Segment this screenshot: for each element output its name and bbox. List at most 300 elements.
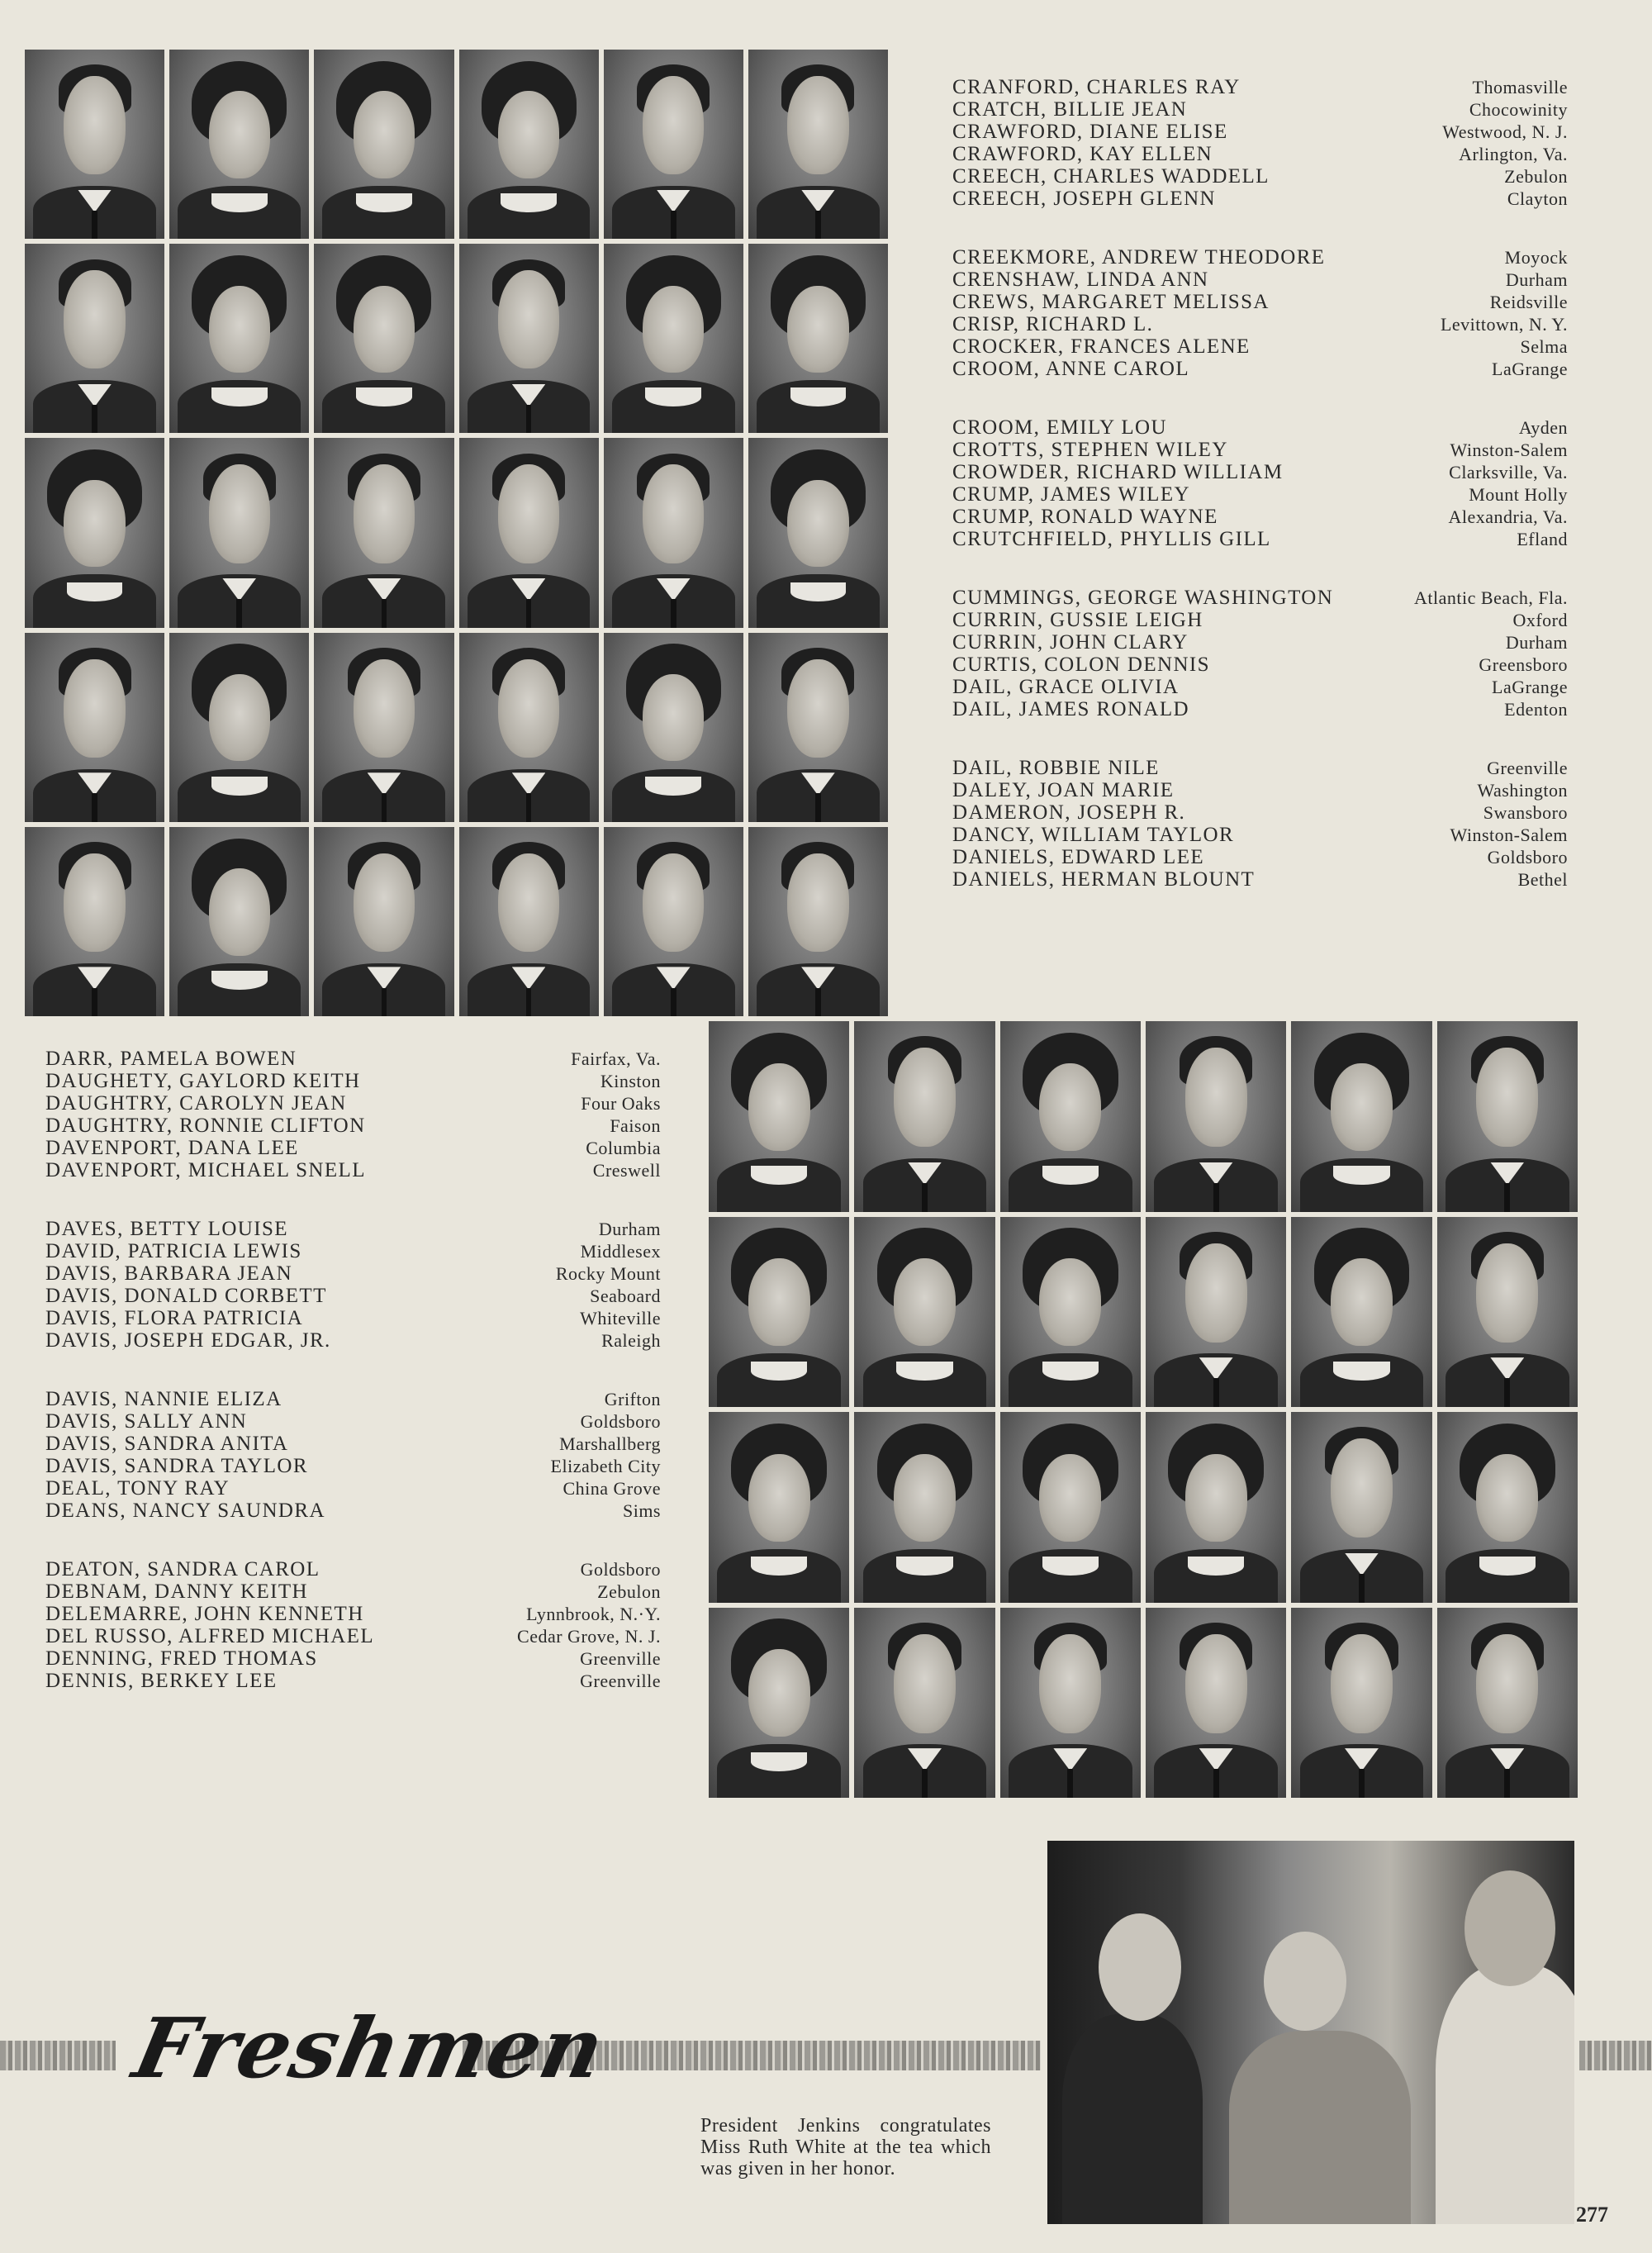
student-name: DEBNAM, DANNY KEITH <box>45 1580 309 1603</box>
portrait-tie <box>382 793 387 821</box>
student-portrait <box>459 633 599 822</box>
hometown: Kinston <box>600 1071 661 1091</box>
student-name: DARR, PAMELA BOWEN <box>45 1048 297 1070</box>
portrait-head <box>209 868 270 955</box>
portrait-tie <box>815 988 821 1016</box>
student-portrait <box>314 827 453 1016</box>
hometown: Middlesex <box>580 1241 661 1262</box>
portrait-head <box>64 480 125 567</box>
roster-entry <box>45 1285 661 1307</box>
portrait-head <box>1476 1634 1538 1733</box>
roster-entry <box>45 1262 661 1285</box>
student-name: CURRIN, JOHN CLARY <box>952 631 1189 654</box>
portrait-head <box>209 674 270 761</box>
portrait-head <box>748 1063 810 1151</box>
roster-group <box>952 416 1568 550</box>
student-portrait <box>854 1021 995 1212</box>
student-portrait <box>459 244 599 433</box>
roster-entry <box>45 1092 661 1115</box>
roster-entry <box>952 246 1568 269</box>
student-name: CROTTS, STEPHEN WILEY <box>952 439 1228 461</box>
student-portrait <box>604 438 743 627</box>
student-name: DAVIS, JOSEPH EDGAR, JR. <box>45 1329 331 1352</box>
student-portrait <box>25 438 164 627</box>
student-name: DANIELS, EDWARD LEE <box>952 846 1205 868</box>
student-portrait <box>1000 1608 1141 1799</box>
student-portrait <box>748 827 888 1016</box>
roster-entry <box>45 1070 661 1092</box>
student-name: CRAWFORD, KAY ELLEN <box>952 143 1213 165</box>
roster-top <box>952 76 1568 927</box>
roster-entry <box>952 121 1568 143</box>
portrait-head <box>354 464 415 563</box>
roster-entry <box>45 1159 661 1181</box>
portrait-collar <box>211 971 268 990</box>
portrait-collar <box>896 1362 952 1381</box>
portrait-head <box>498 853 559 952</box>
hometown: Atlantic Beach, Fla. <box>1414 587 1568 608</box>
student-name: DEATON, SANDRA CAROL <box>45 1558 320 1580</box>
roster-entry <box>45 1329 661 1352</box>
roster-entry <box>45 1137 661 1159</box>
student-name: DAIL, ROBBIE NILE <box>952 757 1160 779</box>
student-name: CURRIN, GUSSIE LEIGH <box>952 609 1203 631</box>
student-name: DAMERON, JOSEPH R. <box>952 801 1186 824</box>
portrait-tie <box>92 211 97 239</box>
portrait-grid-bottom <box>709 1021 1578 1798</box>
student-portrait <box>1000 1217 1141 1408</box>
roster-entry <box>45 1307 661 1329</box>
roster-group <box>952 757 1568 891</box>
portrait-head <box>643 674 704 761</box>
portrait-head <box>1185 1454 1247 1542</box>
hometown: Greenville <box>580 1671 661 1691</box>
portrait-collar <box>1333 1362 1389 1381</box>
photo-caption: President Jenkins congratulates Miss Ruth White at the tea which was given in her honor. <box>700 2115 991 2179</box>
student-portrait <box>854 1217 995 1408</box>
student-portrait <box>1291 1412 1431 1603</box>
portrait-head <box>894 1258 956 1346</box>
portrait-head <box>1476 1048 1538 1147</box>
portrait-head <box>1476 1243 1538 1343</box>
student-portrait <box>314 50 453 239</box>
student-portrait <box>604 827 743 1016</box>
student-portrait <box>169 827 309 1016</box>
roster-entry <box>45 1670 661 1692</box>
student-name: DAVIS, SANDRA TAYLOR <box>45 1455 308 1477</box>
student-portrait <box>1000 1021 1141 1212</box>
roster-entry <box>952 654 1568 676</box>
hometown: Sims <box>622 1500 661 1521</box>
student-name: CREECH, JOSEPH GLENN <box>952 188 1216 210</box>
portrait-head <box>1039 1258 1101 1346</box>
roster-entry <box>45 1048 661 1070</box>
student-name: DAVIS, SALLY ANN <box>45 1410 248 1433</box>
roster-entry <box>952 98 1568 121</box>
hometown: Grifton <box>604 1389 661 1409</box>
student-name: CRENSHAW, LINDA ANN <box>952 269 1209 291</box>
hometown: Seaboard <box>590 1286 661 1306</box>
portrait-collar <box>211 193 268 212</box>
portrait-tie <box>92 405 97 433</box>
portrait-head <box>1476 1454 1538 1542</box>
roster-entry <box>45 1625 661 1647</box>
roster-entry <box>952 824 1568 846</box>
hometown: Levittown, N. Y. <box>1440 314 1568 335</box>
student-name: DAVENPORT, DANA LEE <box>45 1137 299 1159</box>
roster-entry <box>45 1580 661 1603</box>
portrait-head <box>354 853 415 952</box>
student-portrait <box>709 1217 849 1408</box>
hometown: Winston-Salem <box>1450 825 1568 845</box>
student-name: DAVIS, NANNIE ELIZA <box>45 1388 282 1410</box>
student-name: DEANS, NANCY SAUNDRA <box>45 1500 325 1522</box>
roster-entry <box>952 461 1568 483</box>
hometown: Faison <box>610 1115 661 1136</box>
student-portrait <box>709 1021 849 1212</box>
portrait-head <box>64 659 125 758</box>
roster-group <box>952 587 1568 720</box>
student-name: CROOM, ANNE CAROL <box>952 358 1190 380</box>
portrait-tie <box>1213 1378 1219 1407</box>
hometown: Goldsboro <box>580 1411 661 1432</box>
roster-group <box>45 1558 661 1692</box>
student-name: DELEMARRE, JOHN KENNETH <box>45 1603 364 1625</box>
student-name: DEAL, TONY RAY <box>45 1477 230 1500</box>
hometown: Cedar Grove, N. J. <box>517 1626 661 1647</box>
roster-entry <box>45 1388 661 1410</box>
portrait-tie <box>526 405 532 433</box>
hometown: Whiteville <box>580 1308 661 1329</box>
portrait-grid-top <box>25 50 888 1016</box>
roster-entry <box>45 1647 661 1670</box>
hometown: Goldsboro <box>1487 847 1568 867</box>
student-name: DENNIS, BERKEY LEE <box>45 1670 278 1692</box>
portrait-head <box>354 91 415 178</box>
roster-entry <box>952 528 1568 550</box>
student-portrait <box>459 827 599 1016</box>
roster-entry <box>952 76 1568 98</box>
portrait-tie <box>1359 1574 1365 1603</box>
hometown: Westwood, N. J. <box>1442 121 1568 142</box>
student-portrait <box>169 244 309 433</box>
portrait-head <box>1331 1063 1393 1151</box>
event-photo-figure-left <box>1062 2014 1203 2224</box>
student-name: DAIL, JAMES RONALD <box>952 698 1190 720</box>
portrait-collar <box>751 1752 807 1771</box>
hometown: Greenville <box>580 1648 661 1669</box>
banner-stripe-left <box>0 2041 116 2070</box>
student-portrait <box>1291 1021 1431 1212</box>
roster-entry <box>952 757 1568 779</box>
roster-entry <box>45 1603 661 1625</box>
hometown: Durham <box>1505 632 1568 653</box>
student-name: DAVID, PATRICIA LEWIS <box>45 1240 302 1262</box>
student-portrait <box>1437 1021 1578 1212</box>
student-name: DEL RUSSO, ALFRED MICHAEL <box>45 1625 374 1647</box>
portrait-head <box>1185 1243 1247 1343</box>
student-portrait <box>314 244 453 433</box>
event-photo <box>1047 1841 1574 2224</box>
hometown: Winston-Salem <box>1450 440 1568 460</box>
portrait-collar <box>645 777 701 796</box>
student-name: CRUMP, RONALD WAYNE <box>952 506 1218 528</box>
student-name: DAUGHTRY, RONNIE CLIFTON <box>45 1115 366 1137</box>
student-name: DAVIS, SANDRA ANITA <box>45 1433 289 1455</box>
student-name: CREWS, MARGARET MELISSA <box>952 291 1270 313</box>
student-portrait <box>25 244 164 433</box>
student-name: CRISP, RICHARD L. <box>952 313 1154 335</box>
portrait-tie <box>1504 1183 1510 1212</box>
event-photo-face-center <box>1264 1932 1346 2031</box>
hometown: Bethel <box>1517 869 1568 890</box>
student-name: DANIELS, HERMAN BLOUNT <box>952 868 1256 891</box>
student-portrait <box>604 50 743 239</box>
student-name: DAVES, BETTY LOUISE <box>45 1218 288 1240</box>
student-name: DAVENPORT, MICHAEL SNELL <box>45 1159 366 1181</box>
portrait-head <box>498 659 559 758</box>
roster-entry <box>952 483 1568 506</box>
hometown: China Grove <box>563 1478 661 1499</box>
roster-entry <box>952 313 1568 335</box>
roster-entry <box>952 779 1568 801</box>
hometown: Goldsboro <box>580 1559 661 1580</box>
portrait-tie <box>1213 1183 1219 1212</box>
hometown: Lynnbrook, N.·Y. <box>526 1604 661 1624</box>
hometown: Moyock <box>1504 247 1568 268</box>
hometown: Clarksville, Va. <box>1449 462 1568 482</box>
hometown: Selma <box>1520 336 1568 357</box>
hometown: Rocky Mount <box>555 1263 661 1284</box>
student-portrait <box>314 633 453 822</box>
hometown: Durham <box>598 1219 661 1239</box>
roster-entry <box>952 609 1568 631</box>
portrait-tie <box>922 1769 928 1798</box>
portrait-tie <box>671 211 676 239</box>
hometown: Clayton <box>1507 188 1568 209</box>
hometown: Four Oaks <box>581 1093 661 1114</box>
student-portrait <box>25 50 164 239</box>
portrait-head <box>787 480 848 567</box>
page-number: 277 <box>1576 2203 1608 2227</box>
portrait-tie <box>671 599 676 627</box>
student-portrait <box>314 438 453 627</box>
banner-stripe-edge <box>1579 2041 1652 2070</box>
roster-entry <box>45 1500 661 1522</box>
portrait-head <box>354 659 415 758</box>
hometown: Raleigh <box>601 1330 661 1351</box>
roster-group <box>45 1388 661 1522</box>
roster-entry <box>45 1433 661 1455</box>
portrait-tie <box>236 599 242 627</box>
student-portrait <box>25 633 164 822</box>
portrait-head <box>787 76 848 174</box>
roster-bottom <box>45 1048 661 1728</box>
student-portrait <box>459 50 599 239</box>
roster-entry <box>952 801 1568 824</box>
student-portrait <box>748 244 888 433</box>
roster-entry <box>952 631 1568 654</box>
portrait-tie <box>1067 1769 1073 1798</box>
roster-entry <box>952 506 1568 528</box>
roster-entry <box>952 291 1568 313</box>
hometown: Arlington, Va. <box>1459 144 1568 164</box>
student-portrait <box>1000 1412 1141 1603</box>
portrait-head <box>787 286 848 373</box>
portrait-head <box>1331 1634 1393 1733</box>
student-name: CROWDER, RICHARD WILLIAM <box>952 461 1284 483</box>
student-name: CUMMINGS, GEORGE WASHINGTON <box>952 587 1334 609</box>
student-name: CRANFORD, CHARLES RAY <box>952 76 1241 98</box>
student-name: CRUTCHFIELD, PHYLLIS GILL <box>952 528 1271 550</box>
event-photo-face-right <box>1464 1870 1555 1986</box>
portrait-tie <box>526 599 532 627</box>
portrait-head <box>64 853 125 952</box>
hometown: Creswell <box>592 1160 661 1181</box>
student-portrait <box>748 633 888 822</box>
hometown: Zebulon <box>1504 166 1568 187</box>
hometown: Chocowinity <box>1469 99 1568 120</box>
portrait-head <box>894 1634 956 1733</box>
portrait-head <box>1331 1438 1393 1538</box>
portrait-head <box>787 853 848 952</box>
hometown: Efland <box>1517 529 1568 549</box>
portrait-head <box>64 76 125 174</box>
portrait-head <box>498 91 559 178</box>
portrait-head <box>1039 1454 1101 1542</box>
roster-entry <box>952 439 1568 461</box>
portrait-head <box>498 464 559 563</box>
student-portrait <box>1146 1217 1286 1408</box>
hometown: Durham <box>1505 269 1568 290</box>
portrait-tie <box>382 988 387 1016</box>
hometown: Elizabeth City <box>550 1456 661 1476</box>
student-name: CROOM, EMILY LOU <box>952 416 1167 439</box>
roster-entry <box>952 846 1568 868</box>
portrait-tie <box>1359 1769 1365 1798</box>
hometown: Washington <box>1477 780 1568 801</box>
student-name: DAIL, GRACE OLIVIA <box>952 676 1180 698</box>
student-portrait <box>1437 1412 1578 1603</box>
roster-entry <box>45 1455 661 1477</box>
portrait-tie <box>92 988 97 1016</box>
portrait-head <box>748 1258 810 1346</box>
portrait-head <box>748 1454 810 1542</box>
student-portrait <box>1146 1608 1286 1799</box>
roster-entry <box>952 269 1568 291</box>
hometown: Zebulon <box>597 1581 661 1602</box>
hometown: Alexandria, Va. <box>1448 506 1568 527</box>
portrait-tie <box>1213 1769 1219 1798</box>
portrait-head <box>1331 1258 1393 1346</box>
portrait-tie <box>92 793 97 821</box>
student-portrait <box>169 50 309 239</box>
portrait-head <box>209 286 270 373</box>
portrait-collar <box>1042 1362 1099 1381</box>
portrait-collar <box>67 582 123 601</box>
student-portrait <box>748 438 888 627</box>
roster-entry <box>952 165 1568 188</box>
hometown: Mount Holly <box>1469 484 1568 505</box>
portrait-tie <box>671 988 676 1016</box>
student-name: DAUGHETY, GAYLORD KEITH <box>45 1070 361 1092</box>
hometown: Greensboro <box>1479 654 1568 675</box>
portrait-collar <box>501 193 557 212</box>
student-portrait <box>604 633 743 822</box>
roster-entry <box>45 1115 661 1137</box>
student-portrait <box>1146 1021 1286 1212</box>
portrait-tie <box>526 988 532 1016</box>
student-portrait <box>1437 1608 1578 1799</box>
portrait-collar <box>1333 1166 1389 1185</box>
roster-entry <box>45 1410 661 1433</box>
student-name: DALEY, JOAN MARIE <box>952 779 1175 801</box>
student-portrait <box>748 50 888 239</box>
roster-entry <box>952 698 1568 720</box>
hometown: Greenville <box>1487 758 1568 778</box>
portrait-head <box>1185 1634 1247 1733</box>
roster-entry <box>45 1240 661 1262</box>
hometown: Edenton <box>1504 699 1568 720</box>
student-portrait <box>854 1412 995 1603</box>
portrait-head <box>643 76 704 174</box>
roster-entry <box>952 416 1568 439</box>
student-name: DANCY, WILLIAM TAYLOR <box>952 824 1235 846</box>
student-portrait <box>25 827 164 1016</box>
student-portrait <box>1291 1608 1431 1799</box>
portrait-head <box>787 659 848 758</box>
portrait-collar <box>896 1557 952 1576</box>
hometown: Columbia <box>586 1138 661 1158</box>
portrait-collar <box>211 777 268 796</box>
student-portrait <box>169 633 309 822</box>
student-name: CRATCH, BILLIE JEAN <box>952 98 1188 121</box>
roster-entry <box>45 1477 661 1500</box>
roster-entry <box>952 868 1568 891</box>
student-name: DAVIS, BARBARA JEAN <box>45 1262 293 1285</box>
event-photo-face-left <box>1099 1913 1181 2021</box>
portrait-head <box>64 270 125 368</box>
portrait-head <box>1185 1048 1247 1147</box>
portrait-tie <box>382 599 387 627</box>
roster-group <box>45 1218 661 1352</box>
roster-group <box>45 1048 661 1181</box>
portrait-head <box>643 853 704 952</box>
student-name: DENNING, FRED THOMAS <box>45 1647 318 1670</box>
hometown: Thomasville <box>1472 77 1568 97</box>
roster-entry <box>952 188 1568 210</box>
portrait-head <box>894 1454 956 1542</box>
portrait-tie <box>922 1183 928 1212</box>
student-portrait <box>1437 1217 1578 1408</box>
student-name: CURTIS, COLON DENNIS <box>952 654 1210 676</box>
portrait-head <box>643 286 704 373</box>
hometown: Marshallberg <box>559 1433 661 1454</box>
portrait-tie <box>815 211 821 239</box>
hometown: Ayden <box>1518 417 1568 438</box>
portrait-head <box>498 270 559 368</box>
student-portrait <box>1146 1412 1286 1603</box>
student-name: DAVIS, DONALD CORBETT <box>45 1285 327 1307</box>
student-name: CROCKER, FRANCES ALENE <box>952 335 1251 358</box>
hometown: Swansboro <box>1483 802 1568 823</box>
portrait-tie <box>815 793 821 821</box>
student-name: CRUMP, JAMES WILEY <box>952 483 1190 506</box>
portrait-head <box>1039 1063 1101 1151</box>
student-name: CREEKMORE, ANDREW THEODORE <box>952 246 1326 269</box>
student-portrait <box>1291 1217 1431 1408</box>
event-photo-figure-right <box>1436 1965 1574 2224</box>
